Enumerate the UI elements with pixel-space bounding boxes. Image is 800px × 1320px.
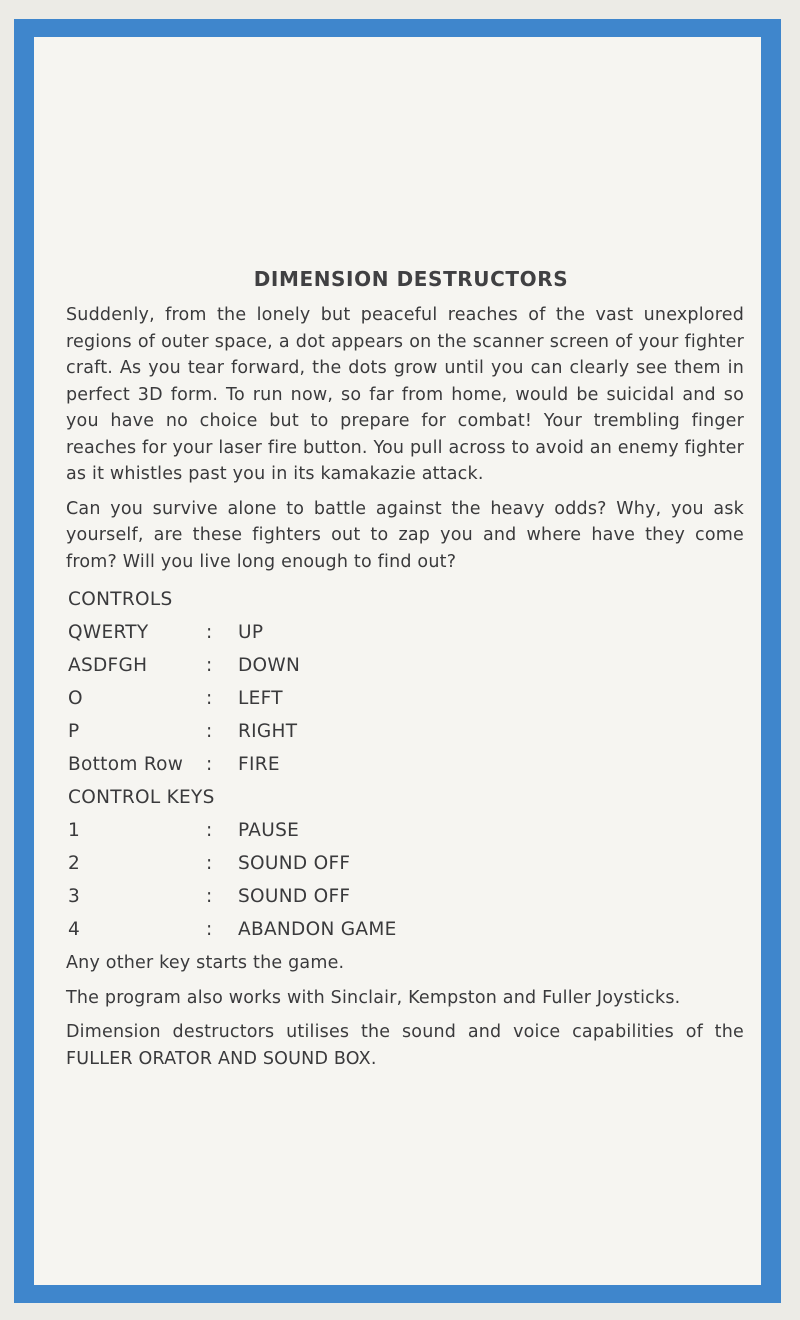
- control-key: Bottom Row: [68, 754, 184, 775]
- control-separator: :: [206, 886, 213, 907]
- control-key: 3: [68, 886, 81, 907]
- control-key: O: [68, 688, 83, 709]
- game-title: DIMENSION DESTRUCTORS: [253, 267, 569, 291]
- control-key: 1: [68, 820, 81, 841]
- control-separator: :: [206, 655, 213, 676]
- control-separator: :: [206, 622, 213, 643]
- control-key: 2: [68, 853, 81, 874]
- control-action: SOUND OFF: [238, 853, 351, 874]
- control-key: P: [68, 721, 80, 742]
- control-separator: :: [206, 919, 213, 940]
- control-key: QWERTY: [68, 622, 149, 643]
- control-action: DOWN: [238, 655, 301, 676]
- footer-paragraph: Dimension destructors utilises the sound and voice capabilities of the FULLER ORATOR AND SOUND BOX.: [66, 1022, 744, 1069]
- controls-heading: CONTROLS: [68, 589, 173, 610]
- control-key: ASDFGH: [68, 655, 148, 676]
- control-row: [66, 616, 744, 649]
- footer-paragraph: Any other key starts the game.: [66, 953, 345, 973]
- control-separator: :: [206, 853, 213, 874]
- control-action: SOUND OFF: [238, 886, 351, 907]
- controls-list: [66, 616, 744, 781]
- control-action: LEFT: [238, 688, 283, 709]
- control-separator: :: [206, 721, 213, 742]
- control-key-row: [66, 880, 744, 913]
- instructions-content: [66, 264, 744, 1080]
- control-action: UP: [238, 622, 264, 643]
- control-keys-list: [66, 814, 744, 946]
- control-separator: :: [206, 820, 213, 841]
- control-action: PAUSE: [238, 820, 300, 841]
- control-row: [66, 649, 744, 682]
- control-separator: :: [206, 688, 213, 709]
- footer-paragraph: The program also works with Sinclair, Kempston and Fuller Joysticks.: [66, 987, 681, 1008]
- control-row: [66, 748, 744, 781]
- control-keys-heading: CONTROL KEYS: [68, 787, 215, 808]
- intro-paragraph: Suddenly, from the lonely but peaceful reaches of the vast unexplored regions of outer space, a dot appears on the scanner screen of your fighter craft. As you tear forward, the dots grow until you can clearly see them in perfect 3D form. To run now, so far from home, would be suicidal and so you have no choice but to prepare for combat! Your trembling finger reaches for your laser fire button. You pull across to avoid an enemy fighter as it whistles past you in its kamakazie attack.: [66, 305, 744, 484]
- control-action: ABANDON GAME: [238, 919, 397, 940]
- intro-paragraph: Can you survive alone to battle against the heavy odds? Why, you ask yourself, are these fighters out to zap you and where have they come from? Will you live long enough to find out?: [66, 498, 744, 572]
- control-key-row: [66, 814, 744, 847]
- control-row: [66, 715, 744, 748]
- control-key-row: [66, 913, 744, 946]
- control-key: 4: [68, 919, 81, 940]
- control-separator: :: [206, 754, 213, 775]
- control-action: FIRE: [238, 754, 280, 775]
- control-row: [66, 682, 744, 715]
- control-action: RIGHT: [238, 721, 298, 742]
- control-key-row: [66, 847, 744, 880]
